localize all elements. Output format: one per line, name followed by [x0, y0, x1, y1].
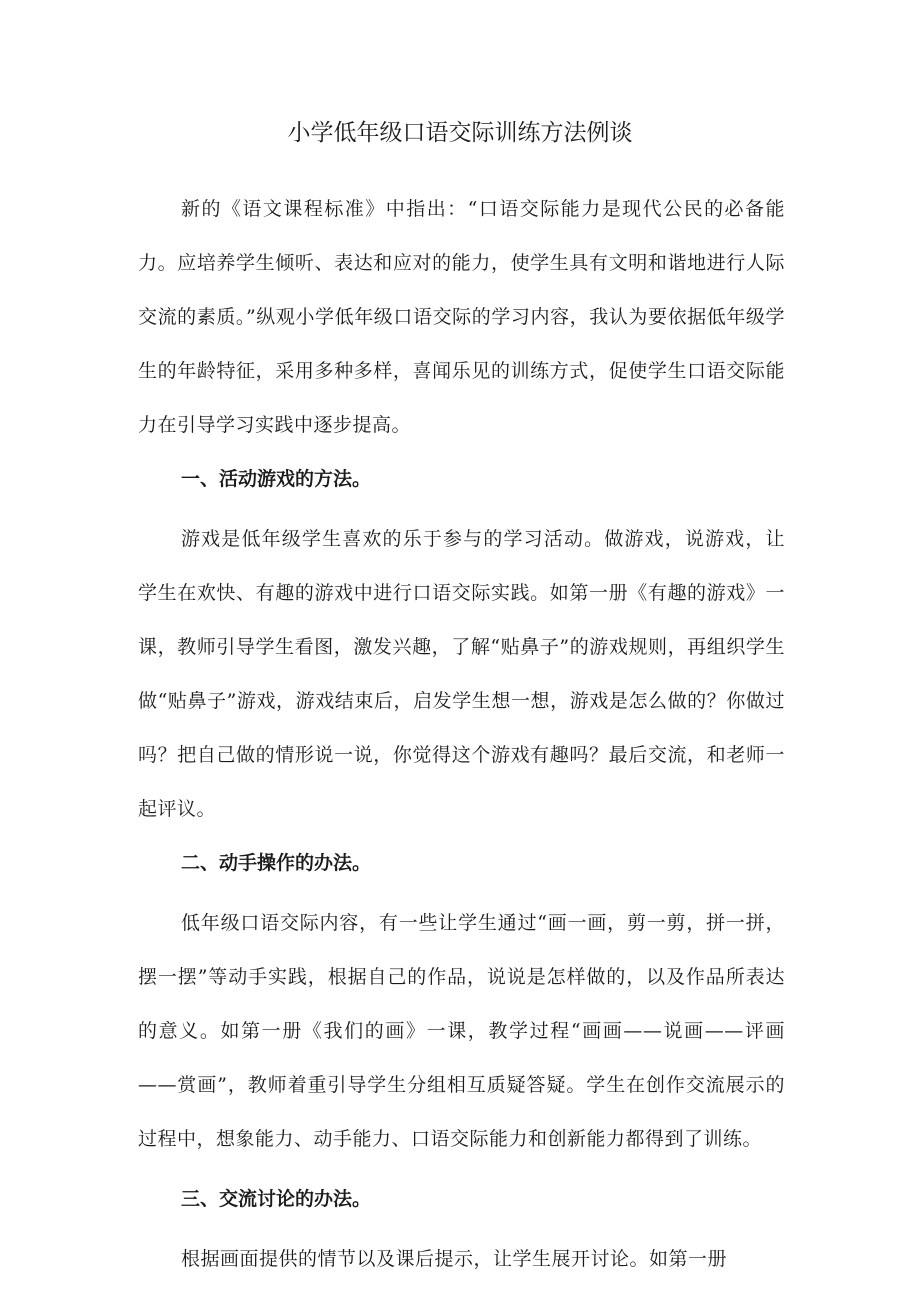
- section-heading-1: 一、活动游戏的方法。: [181, 468, 372, 490]
- section-body-2: 低年级口语交际内容，有一些让学生通过“画一画，剪一剪，拼一拼，摆一摆”等动手实践，根据自己的作品，说说是怎样做的，以及作品所表达的意义。如第一册《我们的画》一课，教学过程“画画——说画——评画——赏画”，教师着重引导学生分组相互质疑答疑。学生在创作交流展示的过程中，想象能力、动手能力、口语交际能力和创新能力都得到了训练。: [138, 912, 785, 1150]
- intro-paragraph: 新的《语文课程标准》中指出：“口语交际能力是现代公民的必备能力。应培养学生倾听、表达和应对的能力，使学生具有文明和谐地进行人际交流的素质。”纵观小学低年级口语交际的学习内容，我认为要依据低年级学生的年龄特征，采用多种多样，喜闻乐见的训练方式，促使学生口语交际能力在引导学习实践中逐步提高。: [138, 198, 785, 436]
- section-body-3: 根据画面提供的情节以及课后提示，让学生展开讨论。如第一册: [181, 1248, 728, 1270]
- document-body: [138, 182, 785, 1286]
- section-heading-3: 三、交流讨论的办法。: [181, 1188, 372, 1210]
- section-body-1: 游戏是低年级学生喜欢的乐于参与的学习活动。做游戏，说游戏，让学生在欢快、有趣的游戏中进行口语交际实践。如第一册《有趣的游戏》一课，教师引导学生看图，激发兴趣，了解“贴鼻子”的游戏规则，再组织学生做“贴鼻子”游戏，游戏结束后，启发学生想一想，游戏是怎么做的？你做过吗？把自己做的情形说一说，你觉得这个游戏有趣吗？最后交流，和老师一起评议。: [138, 528, 785, 820]
- section-heading-2: 二、动手操作的办法。: [181, 852, 372, 874]
- document-title: 小学低年级口语交际训练方法例谈: [287, 120, 633, 146]
